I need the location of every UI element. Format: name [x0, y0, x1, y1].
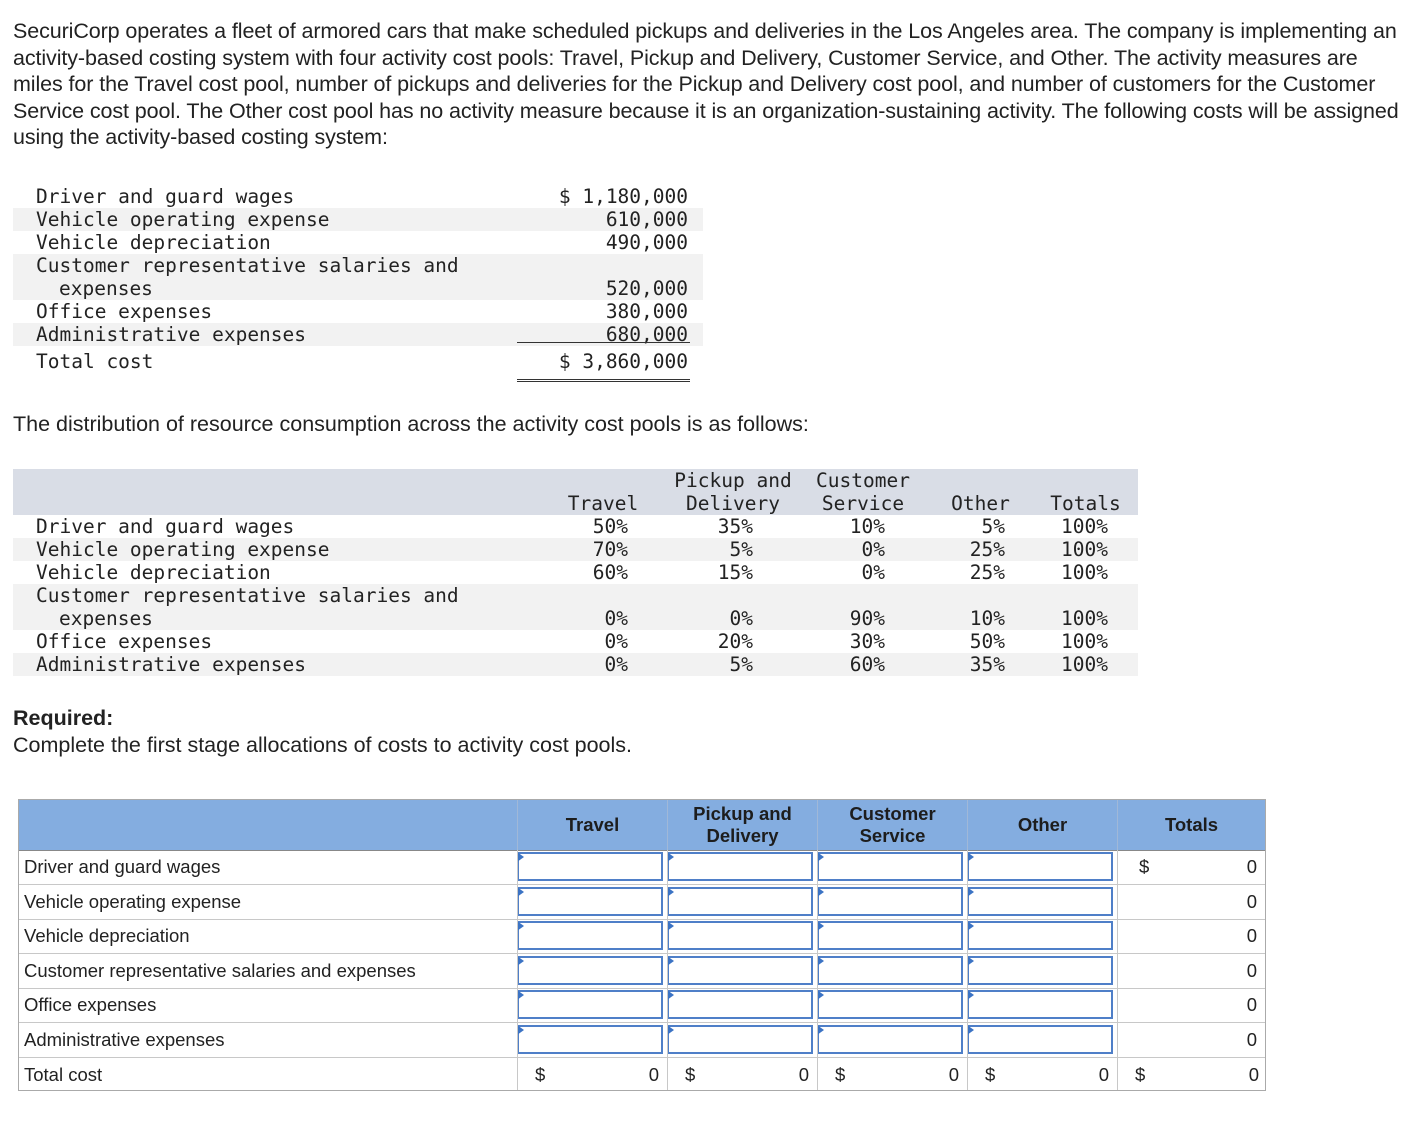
distribution-row	[13, 607, 1138, 630]
grid-header-totals: Totals	[1117, 800, 1265, 850]
distribution-value: 90%	[849, 607, 885, 630]
distribution-value: 0%	[861, 538, 885, 561]
input-marker-icon	[817, 887, 824, 897]
distribution-value: 60%	[592, 561, 628, 584]
input-marker-icon	[967, 1025, 974, 1035]
input-marker-icon	[967, 887, 974, 897]
distribution-value: 70%	[592, 538, 628, 561]
allocation-row	[19, 954, 1265, 989]
input-marker-icon	[817, 1025, 824, 1035]
allocation-row	[19, 919, 1265, 954]
distribution-value: 0%	[861, 561, 885, 584]
distribution-value: 100%	[1061, 515, 1108, 538]
distribution-value: 35%	[717, 515, 753, 538]
distribution-value: 100%	[1061, 607, 1108, 630]
input-marker-icon	[517, 990, 524, 1000]
distribution-value: 10%	[849, 515, 885, 538]
cost-label-cont: expenses	[59, 277, 153, 300]
distribution-row	[13, 561, 1138, 584]
row-total-value: 0	[1246, 890, 1257, 912]
dist-header-totals: Totals	[1050, 492, 1121, 515]
column-total-value: 0	[648, 1063, 659, 1085]
input-marker-icon	[667, 1025, 674, 1035]
allocation-total-label: Total cost	[24, 1063, 103, 1085]
currency-symbol: $	[1139, 856, 1150, 877]
distribution-value: 10%	[969, 607, 1005, 630]
column-total-value: 0	[1098, 1063, 1109, 1085]
required-section	[13, 705, 632, 759]
distribution-value: 5%	[729, 538, 753, 561]
allocation-input[interactable]	[817, 887, 963, 916]
distribution-label: Office expenses	[36, 630, 213, 653]
allocation-input[interactable]	[517, 921, 663, 950]
currency-symbol: $	[985, 1063, 996, 1085]
grid-divider	[667, 850, 668, 1090]
input-marker-icon	[667, 990, 674, 1000]
distribution-value: 60%	[849, 653, 885, 676]
allocation-row	[19, 1023, 1265, 1058]
allocation-input[interactable]	[667, 921, 813, 950]
allocation-input[interactable]	[967, 887, 1113, 916]
distribution-value: 25%	[969, 561, 1005, 584]
distribution-table	[13, 469, 1138, 676]
grid-divider	[817, 850, 818, 1090]
allocation-input[interactable]	[817, 921, 963, 950]
row-total-value: 0	[1246, 994, 1257, 1016]
allocation-input[interactable]	[967, 956, 1113, 985]
allocation-row	[19, 988, 1265, 1023]
currency-symbol: $	[535, 1063, 546, 1085]
allocation-grid	[18, 799, 1266, 1091]
cost-total-amount: $ 3,860,000	[558, 350, 688, 373]
distribution-value: 0%	[604, 607, 628, 630]
allocation-input[interactable]	[517, 1025, 663, 1054]
allocation-input[interactable]	[667, 1025, 813, 1054]
distribution-value: 30%	[849, 630, 885, 653]
distribution-label: Vehicle depreciation	[36, 561, 271, 584]
distribution-label: expenses	[59, 607, 153, 630]
allocation-header	[19, 800, 1265, 851]
dist-header-other: Other	[951, 492, 1010, 515]
cost-amount: 610,000	[605, 208, 688, 231]
cost-row	[13, 185, 703, 208]
grid-divider	[967, 850, 968, 1090]
allocation-input[interactable]	[667, 956, 813, 985]
input-marker-icon	[517, 921, 524, 931]
allocation-input[interactable]	[667, 887, 813, 916]
row-total-value: 0	[1246, 856, 1257, 877]
row-total-value: 0	[1246, 925, 1257, 947]
input-marker-icon	[667, 887, 674, 897]
distribution-intro: The distribution of resource consumption across the activity cost pools is as follows:	[13, 412, 809, 436]
allocation-label: Vehicle depreciation	[24, 925, 190, 947]
distribution-label: Customer representative salaries and	[36, 584, 459, 607]
distribution-value: 20%	[717, 630, 753, 653]
input-marker-icon	[967, 990, 974, 1000]
cost-row	[13, 277, 703, 300]
problem-intro: SecuriCorp operates a fleet of armored cars that make scheduled pickups and deliveries in the Los Angeles area. The company is implementing an activity-based costing system with four activity cost pools: Travel, Pickup and Delivery, Customer Service, and Other. The activity measures are miles for the Travel cost pool, number of pickups and deliveries for the Pickup and Delivery cost pool, and number of customers for the Customer Service cost pool. The Other cost pool has no activity measure because it is an organization-sustaining activity. The following costs will be assigned using the activity-based costing system:	[13, 19, 1399, 149]
required-title: Required:	[13, 706, 114, 730]
allocation-input[interactable]	[517, 990, 663, 1019]
allocation-label: Vehicle operating expense	[24, 890, 242, 912]
allocation-input[interactable]	[967, 852, 1113, 881]
distribution-value: 100%	[1061, 653, 1108, 676]
distribution-value: 50%	[969, 630, 1005, 653]
cost-row	[13, 231, 703, 254]
currency-symbol: $	[835, 1063, 846, 1085]
allocation-input[interactable]	[817, 852, 963, 881]
allocation-input[interactable]	[817, 1025, 963, 1054]
cost-row	[13, 254, 703, 277]
cost-amount: $ 1,180,000	[558, 185, 688, 208]
input-marker-icon	[667, 956, 674, 966]
allocation-input[interactable]	[967, 921, 1113, 950]
distribution-label: Driver and guard wages	[36, 515, 295, 538]
column-total-value: 0	[948, 1063, 959, 1085]
grid-header-customer: Customer Service	[817, 800, 967, 850]
cost-label: Administrative expenses	[36, 323, 307, 346]
allocation-input[interactable]	[967, 990, 1113, 1019]
cost-label: Vehicle depreciation	[36, 231, 271, 254]
input-marker-icon	[967, 921, 974, 931]
dist-header-travel: Travel	[567, 492, 639, 515]
distribution-value: 15%	[717, 561, 753, 584]
dist-header-pickup: Pickup and Delivery	[674, 469, 792, 515]
allocation-label: Office expenses	[24, 994, 157, 1016]
allocation-label: Customer representative salaries and expenses	[24, 959, 416, 981]
allocation-input[interactable]	[667, 990, 813, 1019]
distribution-row	[13, 515, 1138, 538]
input-marker-icon	[817, 956, 824, 966]
distribution-label: Administrative expenses	[36, 653, 307, 676]
allocation-row	[19, 850, 1265, 885]
distribution-value: 0%	[604, 630, 628, 653]
cost-label: Customer representative salaries and	[36, 254, 459, 277]
currency-symbol: $	[1135, 1063, 1146, 1085]
input-marker-icon	[817, 921, 824, 931]
cost-row	[13, 208, 703, 231]
allocation-input[interactable]	[517, 956, 663, 985]
distribution-value: 35%	[969, 653, 1005, 676]
input-marker-icon	[667, 921, 674, 931]
input-marker-icon	[517, 956, 524, 966]
required-text: Complete the first stage allocations of costs to activity cost pools.	[13, 733, 633, 757]
allocation-input[interactable]	[517, 887, 663, 916]
input-marker-icon	[967, 852, 974, 862]
cost-amount: 680,000	[605, 323, 688, 346]
distribution-value: 25%	[969, 538, 1005, 561]
allocation-total-row	[19, 1058, 1265, 1092]
grid-divider	[517, 850, 518, 1090]
input-marker-icon	[967, 956, 974, 966]
column-total-value: 0	[1248, 1063, 1259, 1085]
allocation-row	[19, 885, 1265, 920]
row-total-value: 0	[1246, 1029, 1257, 1050]
input-marker-icon	[517, 887, 524, 897]
input-marker-icon	[517, 852, 524, 862]
distribution-value: 100%	[1061, 561, 1108, 584]
grid-header-travel: Travel	[517, 800, 667, 850]
distribution-value: 50%	[592, 515, 628, 538]
allocation-input[interactable]	[667, 852, 813, 881]
distribution-header	[13, 469, 1138, 515]
row-total-value: 0	[1246, 959, 1257, 981]
cost-total-label: Total cost	[36, 350, 154, 373]
cost-label: Vehicle operating expense	[36, 208, 330, 231]
column-total-value: 0	[798, 1063, 809, 1085]
input-marker-icon	[667, 852, 674, 862]
distribution-row	[13, 653, 1138, 676]
distribution-row	[13, 584, 1138, 607]
allocation-input[interactable]	[817, 990, 963, 1019]
currency-symbol: $	[685, 1063, 696, 1085]
allocation-label: Administrative expenses	[24, 1029, 225, 1050]
distribution-value: 0%	[729, 607, 753, 630]
allocation-input[interactable]	[517, 852, 663, 881]
allocation-label: Driver and guard wages	[24, 856, 221, 877]
distribution-value: 100%	[1061, 538, 1108, 561]
distribution-label: Vehicle operating expense	[36, 538, 330, 561]
input-marker-icon	[517, 1025, 524, 1035]
distribution-value: 100%	[1061, 630, 1108, 653]
cost-amount: 490,000	[605, 231, 688, 254]
cost-amount: 380,000	[605, 300, 688, 323]
allocation-input[interactable]	[967, 1025, 1113, 1054]
dist-header-customer: Customer Service	[816, 469, 910, 515]
distribution-value: 5%	[729, 653, 753, 676]
total-underline	[517, 342, 690, 382]
cost-amount: 520,000	[605, 277, 688, 300]
grid-header-pickup: Pickup and Delivery	[667, 800, 817, 850]
input-marker-icon	[817, 990, 824, 1000]
grid-divider	[1117, 850, 1118, 1090]
distribution-body	[13, 515, 1138, 676]
cost-label: Driver and guard wages	[36, 185, 295, 208]
cost-label: Office expenses	[36, 300, 213, 323]
allocation-input[interactable]	[817, 956, 963, 985]
distribution-row	[13, 538, 1138, 561]
distribution-row	[13, 630, 1138, 653]
cost-row	[13, 300, 703, 323]
distribution-value: 5%	[981, 515, 1005, 538]
grid-header-other: Other	[967, 800, 1117, 850]
input-marker-icon	[817, 852, 824, 862]
distribution-value: 0%	[604, 653, 628, 676]
